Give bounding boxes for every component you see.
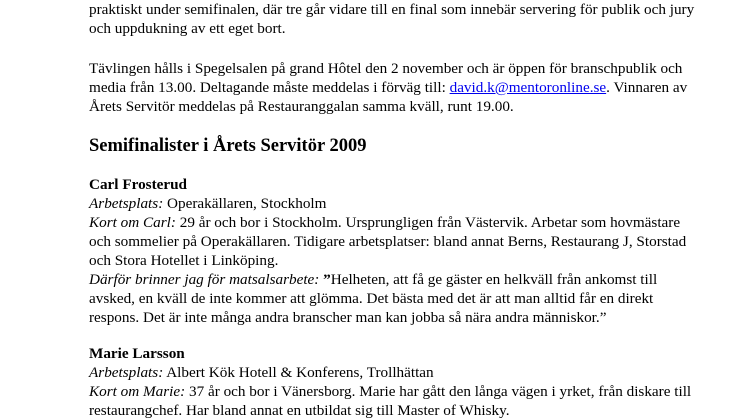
about-label: Kort om Marie: bbox=[89, 383, 186, 400]
finalist-entry bbox=[89, 175, 729, 327]
text-span: media från 13.00. Deltagande måste meddelas i förväg till: bbox=[89, 79, 450, 96]
workplace-line bbox=[89, 194, 729, 213]
why-label: Därför brinner jag för matsalsarbete: bbox=[89, 271, 320, 288]
about-line: restaurangchef. Har bland annat en utbildat sig till Master of Whisky. bbox=[89, 402, 510, 419]
workplace-label: Arbetsplats: bbox=[89, 364, 164, 381]
workplace-value: Albert Kök Hotell & Konferens, Trollhättan bbox=[163, 364, 434, 381]
about-label: Kort om Carl: bbox=[89, 214, 176, 231]
text-line: praktiskt under semifinalen, där tre går vidare till en final som innebär servering för publik och jury bbox=[89, 1, 695, 18]
finalist-name: Carl Frosterud bbox=[89, 176, 187, 193]
why-text: Helheten, att få ge gäster en helkväll från ankomst till bbox=[330, 271, 658, 288]
about-text: 29 år och bor i Stockholm. Ursprungligen från Västervik. Arbetar som hovmästare bbox=[175, 214, 681, 231]
workplace-label: Arbetsplats: bbox=[89, 195, 164, 212]
text-line bbox=[89, 78, 729, 97]
about-line: och Stora Hotellet i Linköping. bbox=[89, 252, 279, 269]
text-line: Tävlingen hålls i Spegelsalen på grand Hôtel den 2 november och är öppen för branschpublik och bbox=[89, 60, 683, 77]
workplace-value: Operakällaren, Stockholm bbox=[163, 195, 327, 212]
about-line: och sommelier på Operakällaren. Tidigare arbetsplatser: bland annat Berns, Restaurang J, Storstad bbox=[89, 233, 687, 250]
email-link[interactable]: david.k@mentoronline.se bbox=[449, 79, 607, 96]
about-text: 37 år och bor i Vänersborg. Marie har gått den långa vägen i yrket, från diskare till bbox=[185, 383, 692, 400]
finalist-name: Marie Larsson bbox=[89, 345, 185, 362]
section-heading: Semifinalister i Årets Servitör 2009 bbox=[89, 136, 367, 156]
why-line: respons. Det är inte många andra branscher man kan jobba så nära andra människor.” bbox=[89, 309, 607, 326]
about-line bbox=[89, 382, 729, 401]
finalist-entry bbox=[89, 344, 729, 420]
text-line: och uppdukning av ett eget bort. bbox=[89, 20, 286, 37]
quote-mark: ” bbox=[319, 271, 331, 288]
why-line: avsked, en kväll de inte kommer att glömma. Det bästa med det är att man alltid får en direkt bbox=[89, 290, 654, 307]
intro-paragraph-1 bbox=[89, 0, 729, 38]
text-span: . Vinnaren av bbox=[606, 79, 688, 96]
about-line bbox=[89, 213, 729, 232]
intro-paragraph-2 bbox=[89, 59, 729, 116]
why-line bbox=[89, 270, 729, 289]
workplace-line bbox=[89, 363, 729, 382]
text-line: Årets Servitör meddelas på Restauranggalan samma kväll, runt 19.00. bbox=[89, 98, 514, 115]
